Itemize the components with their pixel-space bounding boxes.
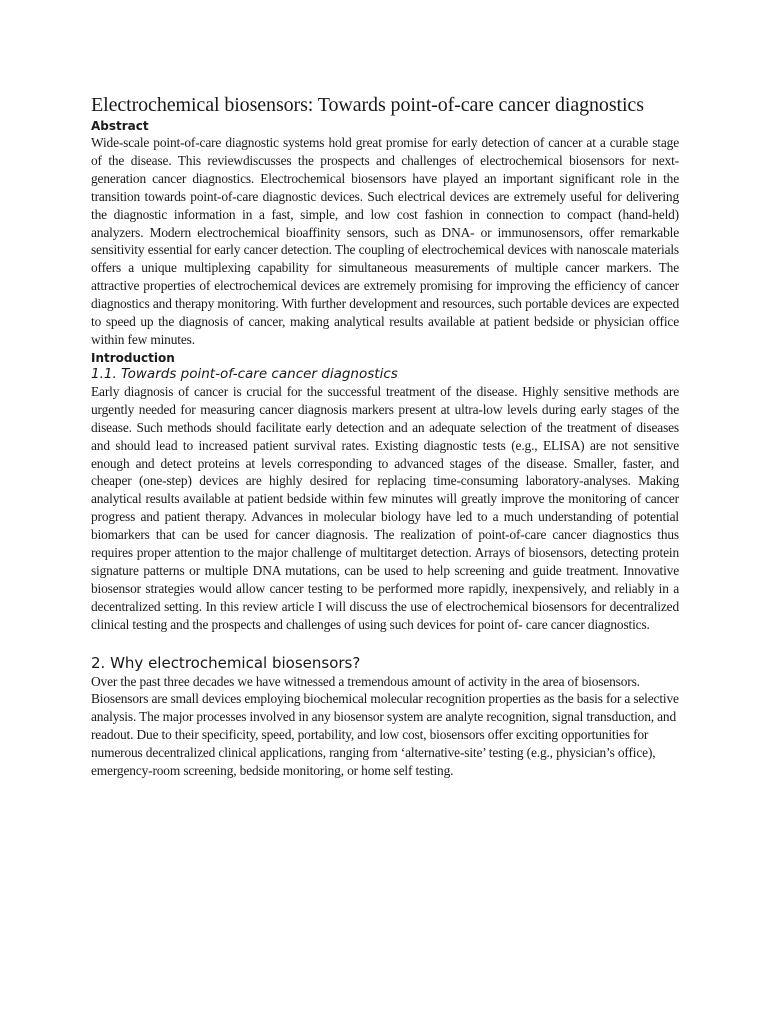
document-title: Electrochemical biosensors: Towards point-of-care cancer diagnostics (91, 94, 644, 116)
section-1-1-text: Early diagnosis of cancer is crucial for the successful treatment of the disease. Highly sensitive methods are urgently needed for measuring cancer diagnosis markers present at ultra-low levels during early stages of the disease. Such methods should facilitate early detection and an adequate selection of the treatment of diseases and should lead to increased patient survival rates. Existing diagnostic tests (e.g., ELISA) are not sensitive enough and detect proteins at levels corresponding to advanced stages of the disease. Smaller, faster, and cheaper (one-step) devices are highly desired for replacing time-consuming laboratory-analyses. Making analytical results available at patient bedside within few minutes will greatly improve the monitoring of cancer progress and patient therapy. Advances in molecular biology have led to a much understanding of potential biomarkers that can be used for cancer diagnosis. The realization of point-of-care cancer diagnostics thus requires proper attention to the major challenge of multitarget detection. Arrays of biosensors, detecting protein signature patterns or multiple DNA mutations, can be used to help screening and guide treatment. Innovative biosensor strategies would allow cancer testing to be performed more rapidly, inexpensively, and reliably in a decentralized setting. In this review article I will discuss the use of electrochemical biosensors for decentralized clinical testing and the prospects and challenges of using such devices for point of- care cancer diagnostics. (91, 383, 679, 632)
section-2-heading: 2. Why electrochemical biosensors? (91, 653, 361, 672)
abstract-text: Wide-scale point-of-care diagnostic systems hold great promise for early detection of cancer at a curable stage of the disease. This reviewdiscusses the prospects and challenges of electrochemical biosensors for next-generation cancer diagnostics. Electrochemical biosensors have played an important significant role in the transition towards point-of-care diagnostic devices. Such electrical devices are extremely useful for delivering the diagnostic information in a fast, simple, and low cost fashion in connection to compact (hand-held) analyzers. Modern electrochemical bioaffinity sensors, such as DNA- or immunosensors, offer remarkable sensitivity essential for early cancer detection. The coupling of electrochemical devices with nanoscale materials offers a unique multiplexing capability for simultaneous measurements of multiple cancer markers. The attractive properties of electrochemical devices are extremely promising for improving the efficiency of cancer diagnostics and therapy monitoring. With further development and resources, such portable devices are expected to speed up the diagnosis of cancer, making analytical results available at patient bedside or physician office within few minutes. (91, 135, 679, 347)
abstract-heading: Abstract (91, 119, 149, 133)
introduction-heading: Introduction (91, 350, 175, 365)
document-content (91, 93, 679, 780)
section-2-text: Over the past three decades we have witnessed a tremendous amount of activity in the area of biosensors. Biosensors are small devices employing biochemical molecular recognition properties as the basis for a selective analysis. The major processes involved in any biosensor system are analyte recognition, signal transduction, and readout. Due to their specificity, speed, portability, and low cost, biosensors offer exciting opportunities for numerous decentralized clinical applications, ranging from ‘alternative-site’ testing (e.g., physician’s office), emergency-room screening, bedside monitoring, or home self testing. (91, 673, 679, 779)
section-1-1-heading: 1.1. Towards point-of-care cancer diagnostics (91, 365, 398, 382)
